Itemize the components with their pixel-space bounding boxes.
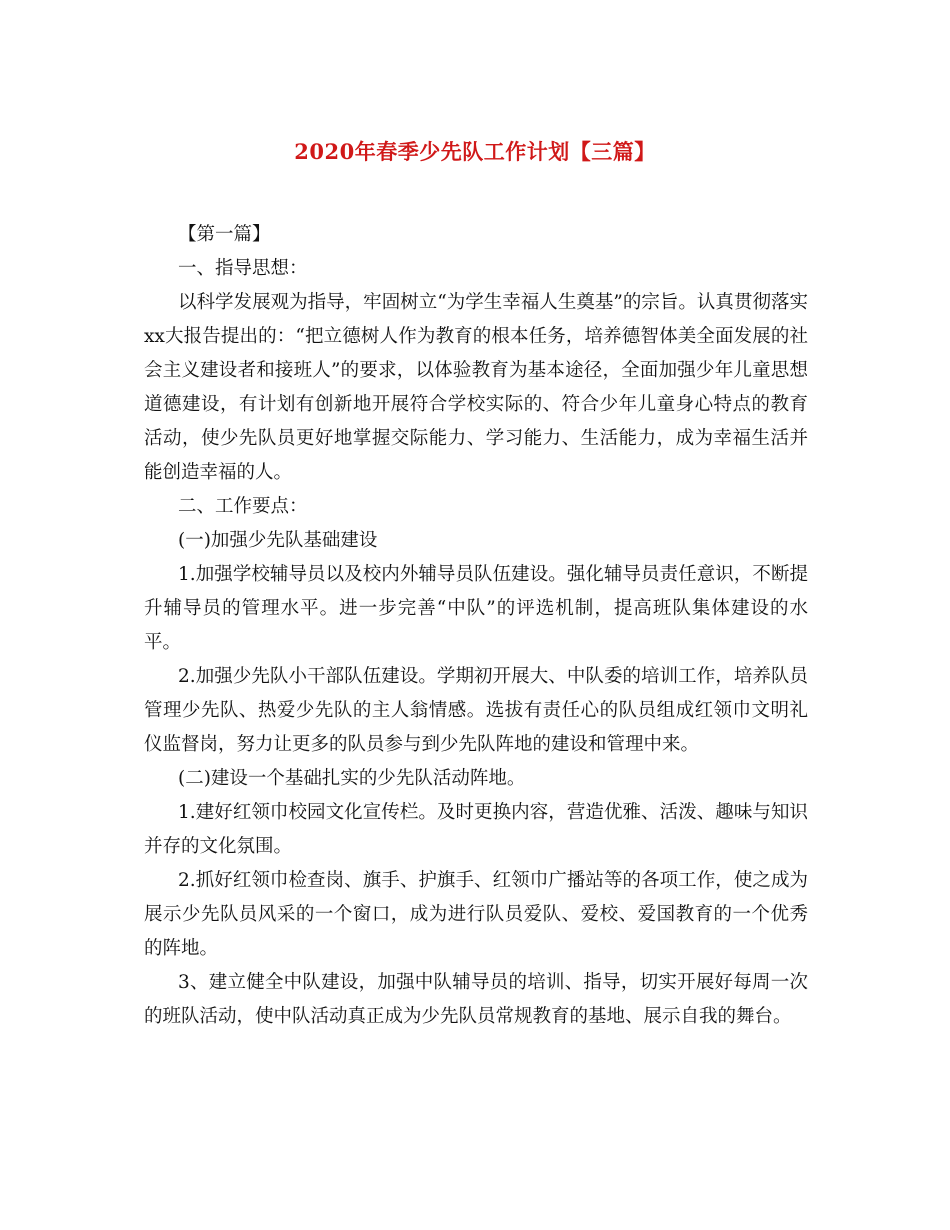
item-counselor-team: 1.加强学校辅导员以及校内外辅导员队伍建设。强化辅导员责任意识，不断提升辅导员的管理水平。进一步完善“中队”的评选机制，提高班队集体建设的水平。 bbox=[144, 564, 808, 653]
document-body bbox=[144, 218, 808, 1034]
item-bulletin-board: 1.建好红领巾校园文化宣传栏。及时更换内容，营造优雅、活泼、趣味与知识并存的文化氛围。 bbox=[144, 802, 808, 857]
item-squadron-building: 3、建立健全中队建设，加强中队辅导员的培训、指导，切实开展好每周一次的班队活动，使中队活动真正成为少先队员常规教育的基地、展示自我的舞台。 bbox=[144, 972, 808, 1027]
item-cadre-team: 2.加强少先队小干部队伍建设。学期初开展大、中队委的培训工作，培养队员管理少先队、热爱少先队的主人翁情感。选拔有责任心的队员组成红领巾文明礼仪监督岗，努力让更多的队员参与到少先队阵地的建设和管理中来。 bbox=[144, 666, 808, 755]
document-title: 2020年春季少先队工作计划【三篇】 bbox=[294, 139, 656, 164]
item-inspection-post: 2.抓好红领巾检查岗、旗手、护旗手、红领巾广播站等的各项工作，使之成为展示少先队员风采的一个窗口，成为进行队员爱队、爱校、爱国教育的一个优秀的阵地。 bbox=[144, 870, 808, 959]
section-label: 【第一篇】 bbox=[178, 224, 271, 245]
heading-work-points: 二、工作要点： bbox=[178, 496, 308, 517]
subheading-basic-construction: (一)加强少先队基础建设 bbox=[178, 530, 378, 551]
heading-guiding-thought: 一、指导思想： bbox=[178, 258, 308, 279]
paragraph-guiding-thought: 以科学发展观为指导，牢固树立“为学生幸福人生奠基”的宗旨。认真贯彻落实xx大报告提出的：“把立德树人作为教育的根本任务，培养德智体美全面发展的社会主义建设者和接班人”的要求，以体验教育为基本途径，全面加强少年儿童思想道德建设，有计划有创新地开展符合学校实际的、符合少年儿童身心特点的教育活动，使少先队员更好地掌握交际能力、学习能力、生活能力，成为幸福生活并能创造幸福的人。 bbox=[144, 292, 808, 483]
subheading-activity-base: (二)建设一个基础扎实的少先队活动阵地。 bbox=[178, 768, 526, 789]
